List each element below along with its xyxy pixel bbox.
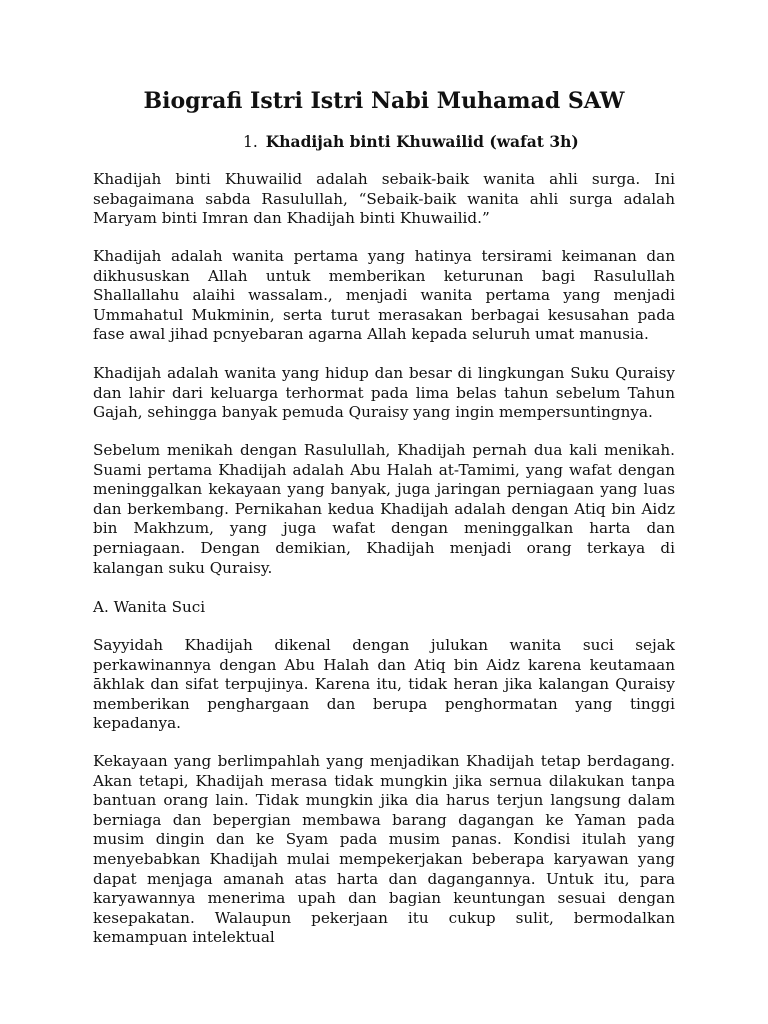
paragraph-2: Khadijah adalah wanita pertama yang hatinya tersirami keimanan dan dikhususkan Allah untuk memberikan keturunan bagi Rasulullah Shallallahu alaihi wassalam., menjadi wanita pertama yang menjadi Ummahatul Mukminin, serta turut merasakan berbagai kesusahan pada fase awal jihad pcnyebaran agarna Allah kepada seluruh umat manusia. bbox=[93, 247, 675, 344]
paragraph-1: Khadijah binti Khuwailid adalah sebaik-baik wanita ahli surga. Ini sebagaimana sabda Rasulullah, “Sebaik-baik wanita ahli surga adalah Maryam binti Imran dan Khadijah binti Khuwailid.” bbox=[93, 170, 675, 228]
section-heading bbox=[243, 132, 579, 151]
section-heading-text: Khadijah binti Khuwailid (wafat 3h) bbox=[265, 132, 579, 151]
section-number: 1. bbox=[243, 133, 258, 151]
paragraph-4: Sebelum menikah dengan Rasulullah, Khadijah pernah dua kali menikah. Suami pertama Khadijah adalah Abu Halah at-Tamimi, yang wafat dengan meninggalkan kekayaan yang banyak, juga jaringan perniagaan yang luas dan berkembang. Pernikahan kedua Khadijah adalah dengan Atiq bin Aidz bin Makhzum, yang juga wafat dengan meninggalkan harta dan perniagaan. Dengan demikian, Khadijah menjadi orang terkaya di kalangan suku Quraisy. bbox=[93, 441, 675, 577]
paragraph-6: Kekayaan yang berlimpahlah yang menjadikan Khadijah tetap berdagang. Akan tetapi, Khadijah merasa tidak mungkin jika sernua dilakukan tanpa bantuan orang lain. Tidak mungkin jika dia harus terjun langsung dalam berniaga dan bepergian membawa barang dagangan ke Yaman pada musim dingin dan ke Syam pada musim panas. Kondisi itulah yang menyebabkan Khadijah mulai mempekerjakan beberapa karyawan yang dapat menjaga amanah atas harta dan dagangannya. Untuk itu, para karyawannya menerima upah dan bagian keuntungan sesuai dengan kesepakatan. Walaupun pekerjaan itu cukup sulit, bermodalkan kemampuan intelektual bbox=[93, 752, 675, 947]
paragraph-3: Khadijah adalah wanita yang hidup dan besar di lingkungan Suku Quraisy dan lahir dari keluarga terhormat pada lima belas tahun sebelum Tahun Gajah, sehingga banyak pemuda Quraisy yang ingin mempersuntingnya. bbox=[93, 364, 675, 422]
subsection-heading: A. Wanita Suci bbox=[93, 598, 206, 616]
document-title: Biografi Istri Istri Nabi Muhamad SAW bbox=[143, 88, 625, 114]
paragraph-5: Sayyidah Khadijah dikenal dengan julukan wanita suci sejak perkawinannya dengan Abu Halah dan Atiq bin Aidz karena keutamaan ākhlak dan sifat terpujinya. Karena itu, tidak heran jika kalangan Quraisy memberikan penghargaan dan berupa penghormatan yang tinggi kepadanya. bbox=[93, 636, 675, 733]
